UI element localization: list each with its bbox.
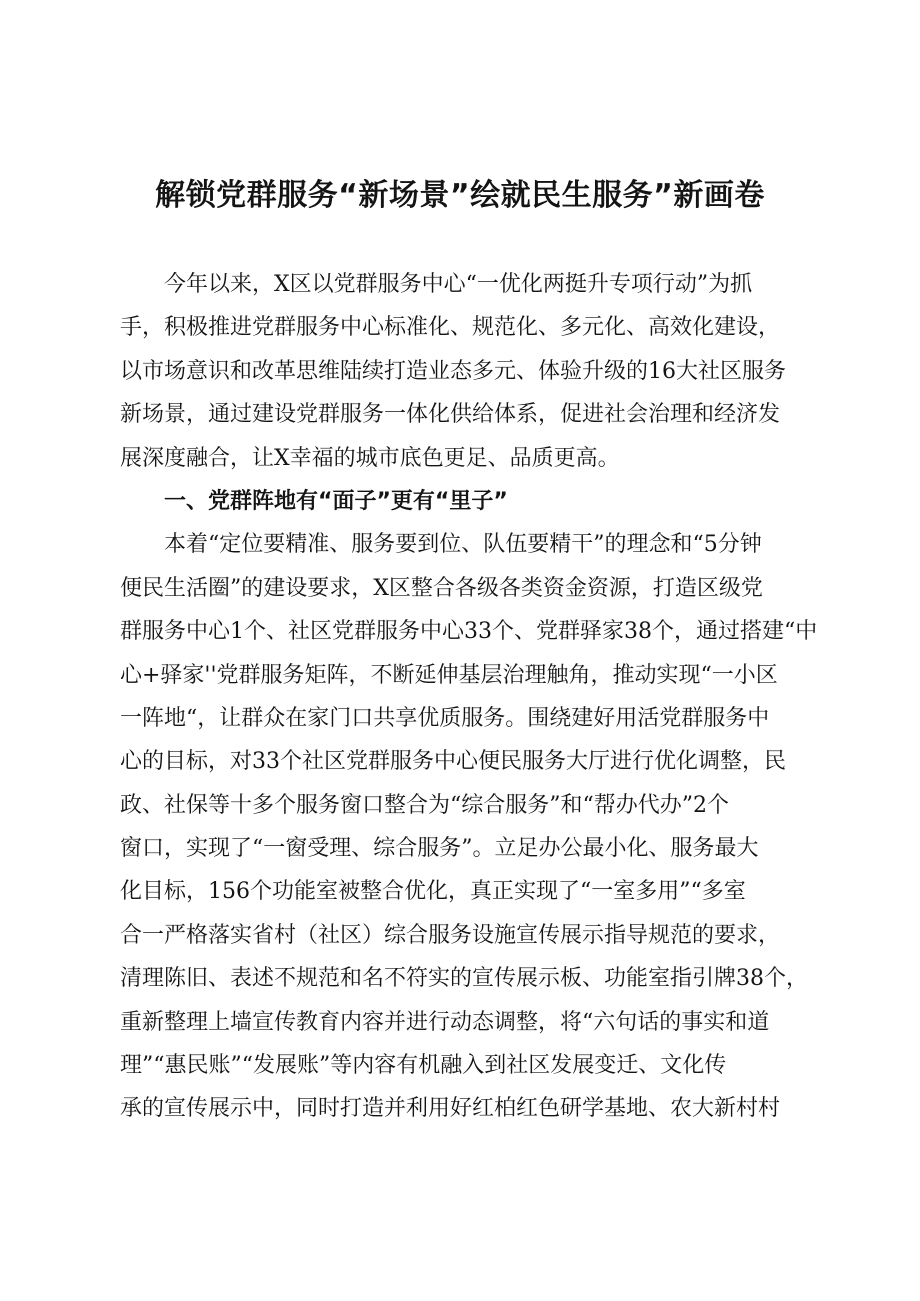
paragraph-line: 以市场意识和改革思维陆续打造业态多元、体验升级的16大社区服务 (120, 358, 786, 384)
paragraph-line: 今年以来，X区以党群服务中心“一优化两挺升专项行动”为抓 (164, 272, 753, 297)
paragraph-line: 合一严格落实省村（社区）综合服务设施宣传展示指导规范的要求， (120, 922, 781, 948)
paragraph-line: 重新整理上墙宣传教育内容并进行动态调整，将“六句话的事实和道 (120, 1009, 770, 1035)
document-body (120, 263, 820, 1131)
document-title: 解锁党群服务“新场景”绘就民生服务”新画卷 (155, 178, 765, 213)
paragraph-line: 本着“定位要精准、服务要到位、队伍要精干”的理念和“5分钟 (164, 532, 762, 558)
paragraph-line: 清理陈旧、表述不规范和名不符实的宣传展示板、功能室指引牌38个， (120, 966, 808, 992)
paragraph-line: 手，积极推进党群服务中心标准化、规范化、多元化、高效化建设， (120, 315, 781, 341)
paragraph-1 (120, 263, 820, 480)
paragraph-line: 窗口，实现了“一窗受理、综合服务”。立足办公最小化、服务最大 (120, 836, 759, 862)
paragraph-line: 新场景，通过建设党群服务一体化供给体系，促进社会治理和经济发 (120, 402, 781, 428)
paragraph-line: 承的宣传展示中，同时打造并利用好红柏红色研学基地、农大新村村 (120, 1096, 781, 1122)
paragraph-line: 心的目标，对33个社区党群服务中心便民服务大厅进行优化调整，民 (120, 749, 786, 775)
paragraph-line: 展深度融合，让X幸福的城市底色更足、品质更高。 (120, 445, 620, 471)
paragraph-line: 一阵地“，让群众在家门口共享优质服务。围绕建好用活党群服务中 (120, 705, 770, 731)
paragraph-line: 理”“惠民账”“发展账”等内容有机融入到社区发展变迁、文化传 (120, 1053, 727, 1079)
paragraph-line: 政、社保等十多个服务窗口整合为“综合服务”和“帮办代办”2个 (120, 792, 729, 818)
paragraph-2 (120, 523, 820, 1130)
section-heading: 一、党群阵地有“面子”更有“里子” (164, 488, 508, 514)
paragraph-line: 群服务中心1个、社区党群服务中心33个、党群驿家38个，通过搭建“中 (120, 619, 818, 645)
paragraph-line: 便民生活圈”的建设要求，X区整合各级各类资金资源，打造区级党 (120, 575, 763, 601)
paragraph-line: 化目标，156个功能室被整合优化，真正实现了“一室多用”“多室 (120, 879, 746, 905)
paragraph-line: 心+驿家''党群服务矩阵，不断延伸基层治理触角，推动实现“一小区 (120, 662, 778, 688)
